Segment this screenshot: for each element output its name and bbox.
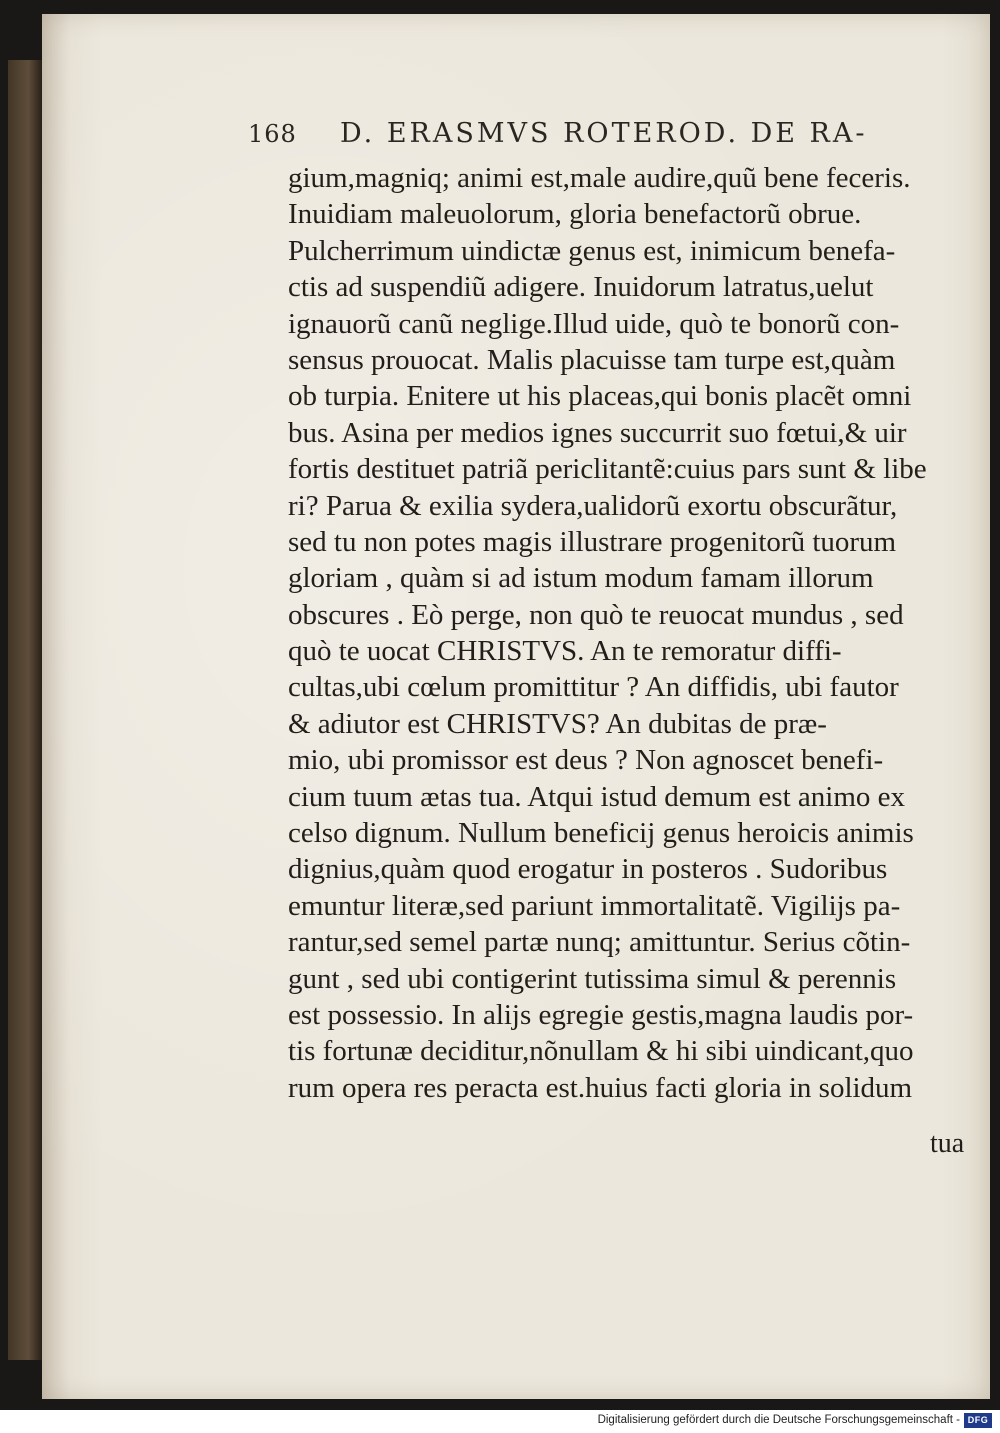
text-line: bus. Asina per medios ignes succurrit suo fœtui,& uir (288, 416, 907, 449)
text-line: sed tu non potes magis illustrare progenitorũ tuorum (288, 525, 897, 558)
text-line: emuntur literæ,sed pariunt immortalitatẽ. Vigilijs pa- (288, 889, 901, 922)
text-line: rum opera res peracta est.huius facti gloria in solidum (288, 1071, 913, 1104)
text-line: mio, ubi promissor est deus ? Non agnoscet benefi- (288, 744, 884, 777)
dfg-logo-icon: DFG (964, 1413, 992, 1428)
text-line: obscures . Eò perge, non quò te reuocat mundus , sed (288, 598, 904, 631)
page-edge (8, 60, 42, 1360)
funding-credit: Digitalisierung gefördert durch die Deutsche Forschungsgemeinschaft - (597, 1414, 960, 1426)
text-line: Pulcherrimum uindictæ genus est, inimicum benefa- (288, 234, 896, 267)
text-line: ctis ad suspendiũ adigere. Inuidorum latratus,uelut (288, 271, 874, 304)
text-line: & adiutor est CHRISTVS? An dubitas de præ- (288, 707, 827, 740)
running-head (248, 118, 948, 162)
text-line: Inuidiam maleuolorum, gloria benefactorũ obrue. (288, 198, 862, 231)
running-title: D. ERASMVS ROTEROD. DE RA- (340, 118, 868, 149)
text-line: gloriam , quàm si ad istum modum famam illorum (288, 562, 874, 595)
text-line: celso dignum. Nullum beneficij genus heroicis animis (288, 817, 914, 850)
text-line: dignius,quàm quod erogatur in posteros . Sudoribus (288, 853, 888, 886)
text-line: cium tuum ætas tua. Atqui istud demum est animo ex (288, 780, 906, 813)
text-line: gunt , sed ubi contigerint tutissima simul & perennis (288, 962, 897, 995)
text-line: ri? Parua & exilia sydera,ualidorũ exortu obscurãtur, (288, 489, 898, 522)
text-line: rantur,sed semel partæ nunq; amittuntur. Serius cõtin- (288, 926, 911, 959)
text-line: est possessio. In alijs egregie gestis,magna laudis por- (288, 998, 914, 1031)
text-line: quò te uocat CHRISTVS. An te remoratur diffi- (288, 635, 842, 668)
text-line: gium,magniq; animi est,male audire,quũ bene feceris. (288, 162, 911, 194)
text-line: fortis destituet patriã periclitantẽ:cuius pars sunt & libe (288, 453, 927, 486)
text-line: ignauorũ canũ neglige.Illud uide, quò te bonorũ con- (288, 307, 900, 340)
catchword: tua (930, 1128, 965, 1159)
page-number: 168 (248, 120, 297, 148)
text-line: sensus prouocat. Malis placuisse tam turpe est,quàm (288, 343, 896, 376)
body-text (288, 160, 978, 1106)
text-line: ob turpia. Enitere ut his placeas,qui bonis placẽt omni (288, 380, 912, 413)
text-line: cultas,ubi cœlum promittitur ? An diffidis, ubi fautor (288, 671, 899, 704)
footer-bar (0, 1410, 1000, 1433)
text-line: tis fortunæ deciditur,nõnullam & hi sibi uindicant,quo (288, 1035, 914, 1068)
